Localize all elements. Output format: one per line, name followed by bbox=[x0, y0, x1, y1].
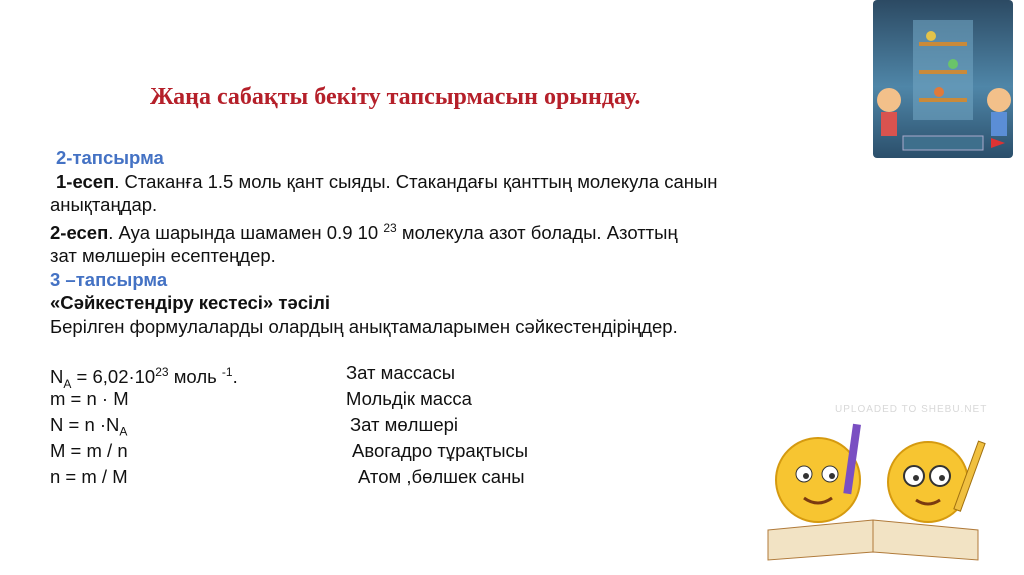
task3-heading: 3 –тапсырма bbox=[50, 268, 168, 290]
instruction-text: Берілген формулаларды олардың анықтамаларымен сәйкестендіріңдер. bbox=[50, 315, 678, 337]
problem-2-text-b: молекула азот болады. Азоттың bbox=[396, 221, 678, 243]
match-row-2 bbox=[50, 387, 890, 413]
problem-1-text: . Стаканға 1.5 моль қант сыяды. Стакандағы қанттың молекула санын bbox=[114, 170, 718, 192]
task2-heading: 2-тапсырма bbox=[56, 147, 164, 168]
formula-avogadro: $N_A = 6,02\cdot 10^{23}$ моль $^{-1}$. bbox=[50, 365, 238, 391]
formula-amount: n = m / M bbox=[50, 466, 128, 488]
problem-2-text-a: . Ауа шарында шамамен 0.9 10 bbox=[108, 221, 384, 243]
definition-4: Авогадро тұрақтысы bbox=[352, 440, 529, 462]
problem-1 bbox=[50, 170, 890, 194]
definition-5: Атом ,бөлшек саны bbox=[358, 466, 525, 488]
formula-mass: m = n · M bbox=[50, 388, 129, 410]
problem-1-label: 1-есеп bbox=[56, 170, 115, 192]
slide-title: Жаңа сабақты бекіту тапсырмасын орындау. bbox=[150, 84, 641, 110]
watermark-text: UPLOADED TO SHEBU.NET bbox=[835, 404, 988, 415]
studying-smileys-image bbox=[738, 420, 1008, 570]
problem-2 bbox=[50, 217, 890, 245]
match-row-1 bbox=[50, 361, 890, 391]
definition-2: Мольдік масса bbox=[346, 388, 472, 410]
definition-1: Зат массасы bbox=[346, 362, 456, 384]
method-name: «Сәйкестендіру кестесі» тәсілі bbox=[50, 292, 331, 314]
formula-molar-mass: M = m / n bbox=[50, 440, 128, 462]
problem-2-text-line2: зат мөлшерін есептеңдер. bbox=[50, 245, 276, 267]
problem-1-text-line2: анықтаңдар. bbox=[50, 194, 158, 215]
problem-2-label: 2-есеп bbox=[50, 221, 109, 243]
lab-illustration-image bbox=[873, 0, 1013, 158]
problem-2-exponent: 23 bbox=[383, 220, 397, 235]
definition-3: Зат мөлшері bbox=[350, 414, 459, 436]
formula-count: $N = n \cdot N_A$ bbox=[50, 414, 128, 439]
